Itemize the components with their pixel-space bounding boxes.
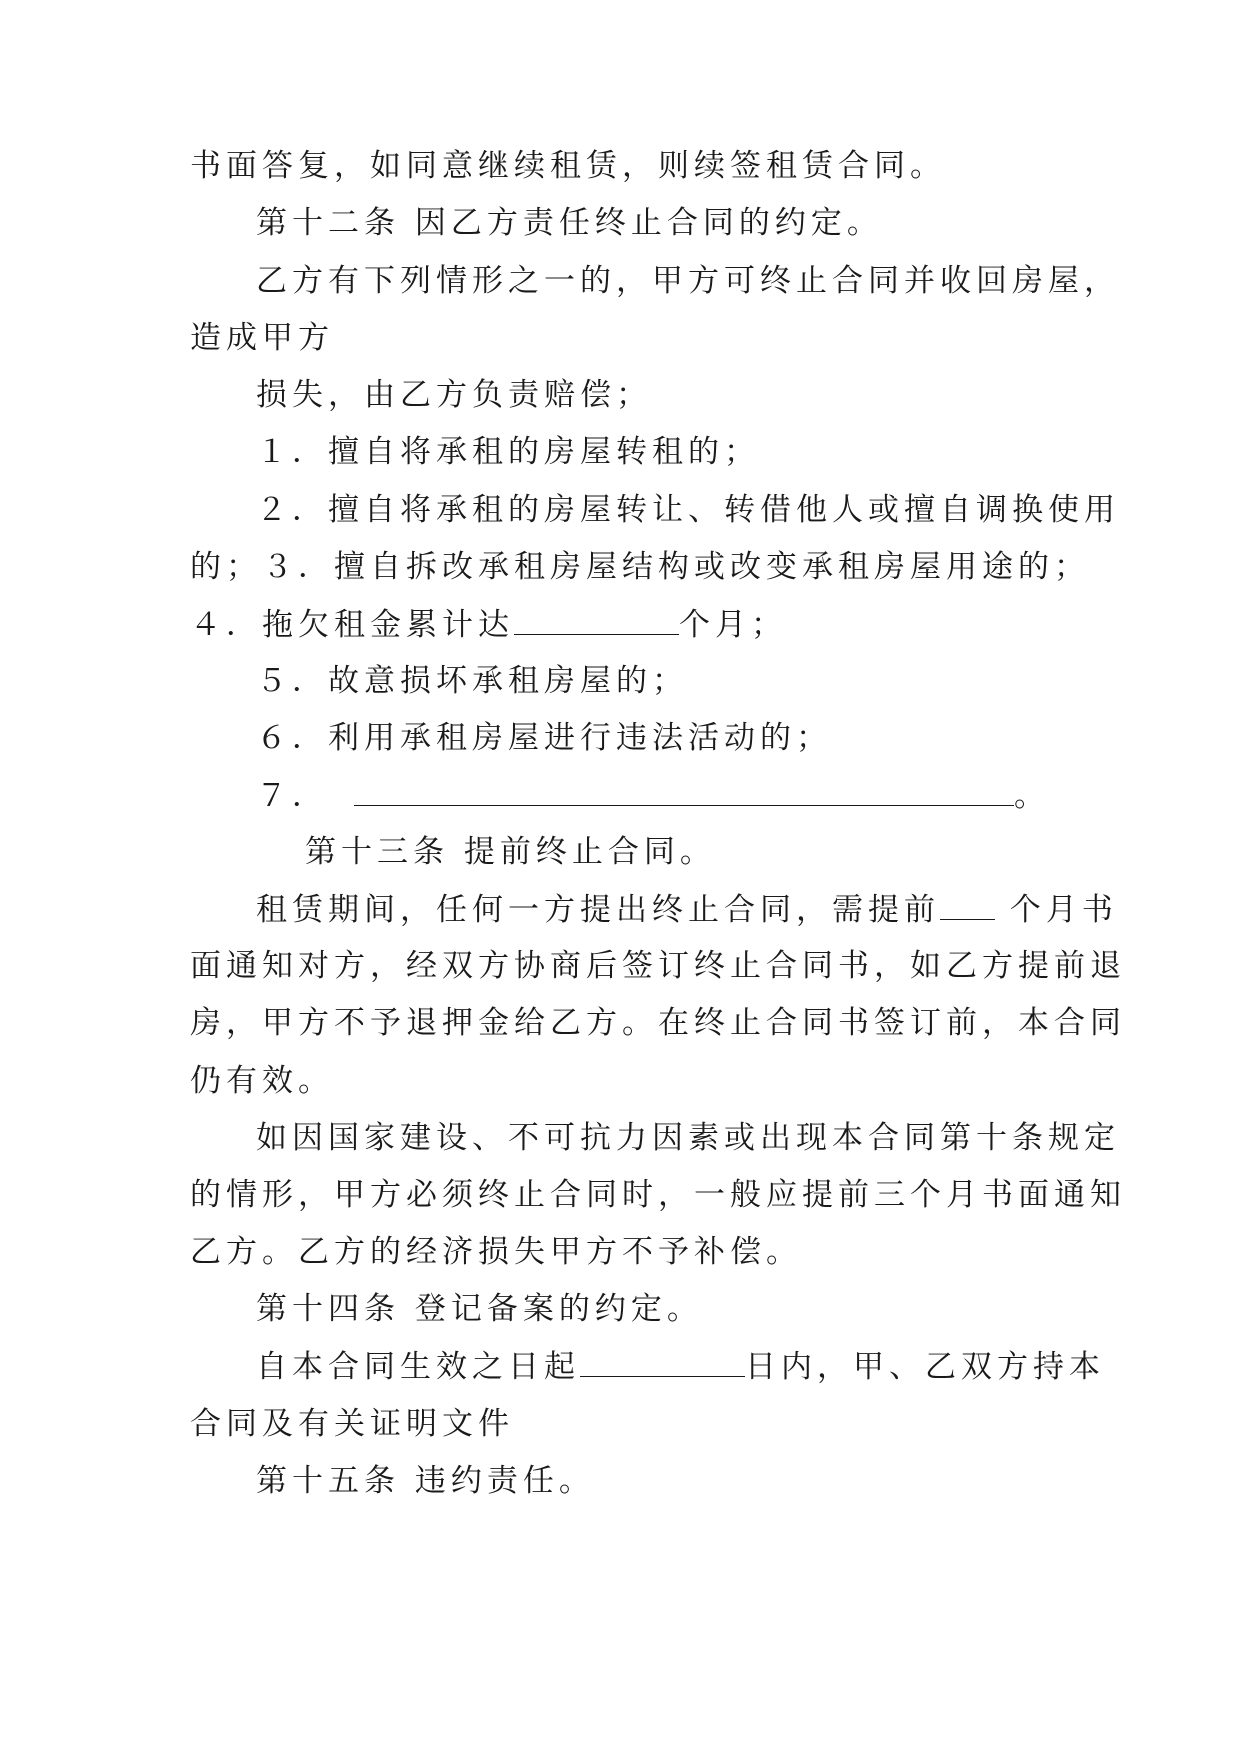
fill-in-blank[interactable] <box>354 775 1014 806</box>
text-line: 租赁期间，任何一方提出终止合同，需提前 个月书 <box>256 889 1118 930</box>
article-14-heading: 第十四条 登记备案的约定。 <box>256 1291 703 1327</box>
fill-in-blank[interactable] <box>514 604 679 635</box>
text-line: 造成甲方 <box>190 320 334 356</box>
text-line: 仍有效。 <box>190 1063 334 1099</box>
text-line: 如因国家建设、不可抗力因素或出现本合同第十条规定 <box>256 1120 1120 1156</box>
article-15-heading: 第十五条 违约责任。 <box>256 1463 595 1499</box>
fill-in-blank[interactable] <box>580 1346 745 1377</box>
text-line: 自本合同生效之日起 日内，甲、乙双方持本 <box>256 1346 1105 1387</box>
list-item: ４．拖欠租金累计达 个月； <box>190 604 787 645</box>
list-item: ７． 。 <box>256 775 1050 816</box>
list-item: ２．擅自将承租的房屋转让、转借他人或擅自调换使用 <box>256 492 1120 528</box>
text-line: 书面答复，如同意继续租赁，则续签租赁合同。 <box>190 148 946 184</box>
list-item: 的；３．擅自拆改承租房屋结构或改变承租房屋用途的； <box>190 549 1090 585</box>
text-line: 乙方。乙方的经济损失甲方不予补偿。 <box>190 1234 802 1270</box>
text-line: 损失，由乙方负责赔偿； <box>256 377 652 413</box>
text-line: 合同及有关证明文件 <box>190 1406 514 1442</box>
text-line: 面通知对方，经双方协商后签订终止合同书，如乙方提前退 <box>190 948 1126 984</box>
list-item: ５．故意损坏承租房屋的； <box>256 663 688 699</box>
article-12-heading: 第十二条 因乙方责任终止合同的约定。 <box>256 205 883 241</box>
list-item: １．擅自将承租的房屋转租的； <box>256 434 760 470</box>
text-line: 的情形，甲方必须终止合同时，一般应提前三个月书面通知 <box>190 1177 1126 1213</box>
text-line: 房，甲方不予退押金给乙方。在终止合同书签订前，本合同 <box>190 1005 1126 1041</box>
article-13-heading: 第十三条 提前终止合同。 <box>305 834 716 870</box>
fill-in-blank[interactable] <box>940 889 995 920</box>
text-line: 乙方有下列情形之一的，甲方可终止合同并收回房屋， <box>256 263 1120 299</box>
list-item: ６．利用承租房屋进行违法活动的； <box>256 720 832 756</box>
